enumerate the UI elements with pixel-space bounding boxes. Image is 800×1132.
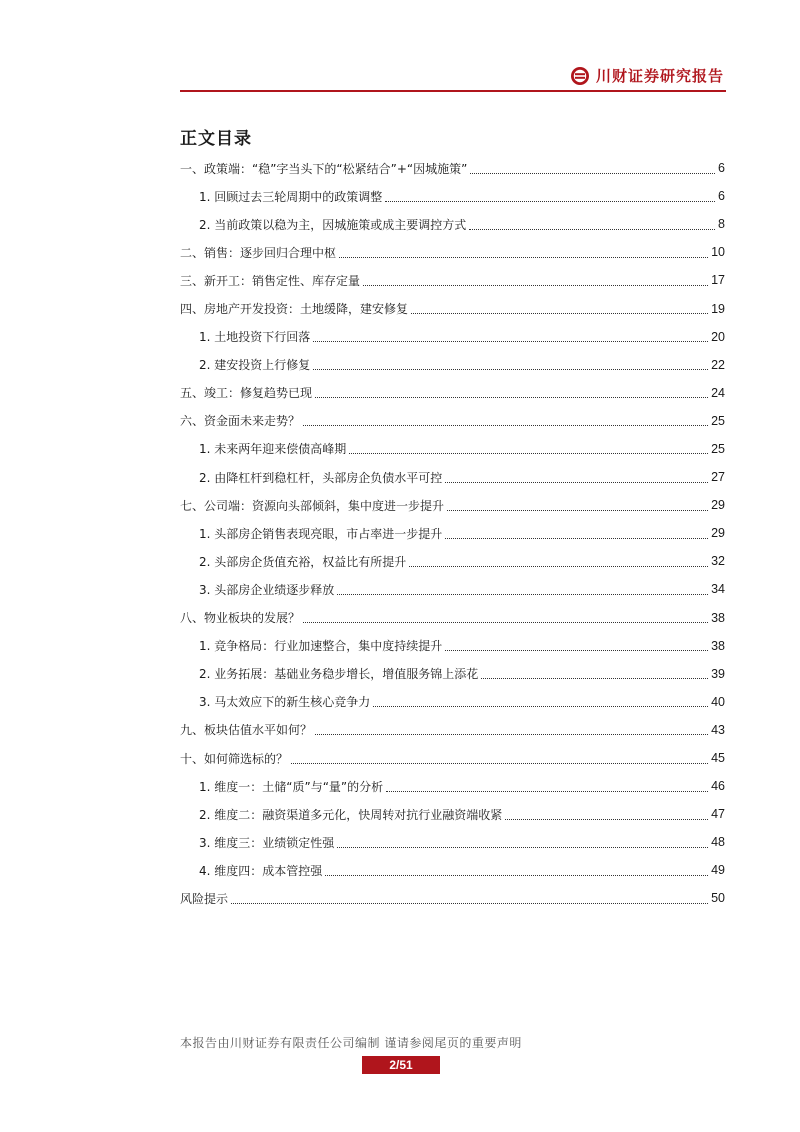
toc-entry[interactable] bbox=[180, 660, 725, 688]
toc-leader-dots bbox=[373, 694, 708, 707]
toc-entry-label: 一、政策端：“稳”字当头下的“松紧结合”+“因城施策” bbox=[180, 161, 468, 176]
toc-entry-page: 25 bbox=[711, 441, 725, 456]
footer-disclaimer: 本报告由川财证券有限责任公司编制 谨请参阅尾页的重要声明 bbox=[180, 1036, 522, 1050]
toc-entry[interactable] bbox=[180, 379, 725, 407]
toc-entry-page: 34 bbox=[711, 582, 725, 597]
toc-entry-label: 3. 头部房企业绩逐步释放 bbox=[199, 582, 335, 597]
toc-leader-dots bbox=[409, 554, 708, 567]
toc-entry-label: 1. 竞争格局：行业加速整合，集中度持续提升 bbox=[199, 639, 443, 654]
toc-leader-dots bbox=[411, 301, 708, 314]
toc-entry[interactable] bbox=[180, 856, 725, 884]
toc-entry[interactable] bbox=[180, 744, 725, 772]
toc-entry-label: 1. 未来两年迎来偿债高峰期 bbox=[199, 442, 347, 457]
toc-entry-label: 1. 回顾过去三轮周期中的政策调整 bbox=[199, 189, 383, 204]
toc-leader-dots bbox=[313, 329, 708, 342]
brand-name: 川财证券研究报告 bbox=[595, 67, 724, 85]
toc-entry-page: 40 bbox=[711, 694, 725, 709]
toc-entry[interactable] bbox=[180, 828, 725, 856]
toc-leader-dots bbox=[303, 413, 708, 426]
toc-leader-dots bbox=[447, 498, 708, 511]
toc-entry-page: 38 bbox=[711, 638, 725, 653]
toc-entry[interactable] bbox=[180, 491, 725, 519]
toc-leader-dots bbox=[445, 526, 708, 539]
toc-leader-dots bbox=[231, 891, 708, 904]
toc-entry-page: 17 bbox=[711, 273, 725, 288]
toc-entry[interactable] bbox=[180, 604, 725, 632]
toc-entry-page: 38 bbox=[711, 610, 725, 625]
toc-leader-dots bbox=[315, 722, 708, 735]
header-rule bbox=[180, 90, 726, 92]
toc-entry-label: 2. 当前政策以稳为主，因城施策或成主要调控方式 bbox=[199, 217, 467, 232]
toc-entry[interactable] bbox=[180, 519, 725, 547]
toc-leader-dots bbox=[469, 217, 715, 230]
toc-entry-page: 25 bbox=[711, 413, 725, 428]
toc-entry-page: 49 bbox=[711, 863, 725, 878]
toc-entry-label: 1. 维度一：土储“质”与“量”的分析 bbox=[199, 779, 384, 794]
toc-leader-dots bbox=[315, 385, 708, 398]
brand bbox=[570, 65, 724, 86]
toc-entry[interactable] bbox=[180, 238, 725, 266]
toc-entry[interactable] bbox=[180, 800, 725, 828]
toc-entry[interactable] bbox=[180, 210, 725, 238]
toc-entry[interactable] bbox=[180, 772, 725, 800]
toc-entry[interactable] bbox=[180, 182, 725, 210]
toc-leader-dots bbox=[470, 161, 715, 174]
toc-entry-page: 32 bbox=[711, 554, 725, 569]
toc-entry-label: 3. 维度三：业绩锁定性强 bbox=[199, 835, 335, 850]
toc-entry-label: 1. 土地投资下行回落 bbox=[199, 330, 311, 345]
toc-entry-label: 1. 头部房企销售表现亮眼，市占率进一步提升 bbox=[199, 526, 443, 541]
toc-entry-label: 八、物业板块的发展？ bbox=[180, 611, 301, 626]
toc-entry-label: 五、竣工：修复趋势已现 bbox=[180, 386, 313, 401]
toc-entry[interactable] bbox=[180, 575, 725, 603]
toc-entry-label: 九、板块估值水平如何？ bbox=[180, 723, 313, 738]
toc-entry[interactable] bbox=[180, 632, 725, 660]
toc-entry-page: 24 bbox=[711, 385, 725, 400]
toc-entry-page: 22 bbox=[711, 357, 725, 372]
toc-entry-label: 七、公司端：资源向头部倾斜，集中度进一步提升 bbox=[180, 498, 445, 513]
toc-entry[interactable] bbox=[180, 463, 725, 491]
page-number: 2/51 bbox=[362, 1056, 440, 1074]
toc-entry[interactable] bbox=[180, 884, 725, 912]
toc-leader-dots bbox=[505, 807, 708, 820]
toc-entry-label: 2. 业务拓展：基础业务稳步增长，增值服务锦上添花 bbox=[199, 667, 479, 682]
toc-entry-page: 47 bbox=[711, 807, 725, 822]
toc-entry-label: 4. 维度四：成本管控强 bbox=[199, 863, 323, 878]
chuancai-logo-icon bbox=[570, 66, 590, 86]
toc-entry-label: 2. 由降杠杆到稳杠杆，头部房企负债水平可控 bbox=[199, 470, 443, 485]
toc-entry-label: 三、新开工：销售定性、库存定量 bbox=[180, 273, 361, 288]
toc-entry-label: 2. 头部房企货值充裕，权益比有所提升 bbox=[199, 554, 407, 569]
toc-leader-dots bbox=[481, 666, 708, 679]
toc-leader-dots bbox=[303, 610, 708, 623]
toc-entry-page: 45 bbox=[711, 751, 725, 766]
toc-entry[interactable] bbox=[180, 323, 725, 351]
toc-entry-label: 六、资金面未来走势？ bbox=[180, 414, 301, 429]
toc-entry[interactable] bbox=[180, 351, 725, 379]
toc-leader-dots bbox=[339, 245, 708, 258]
toc-entry[interactable] bbox=[180, 716, 725, 744]
toc-entry[interactable] bbox=[180, 407, 725, 435]
toc-entry-page: 29 bbox=[711, 526, 725, 541]
toc-entry-page: 10 bbox=[711, 245, 725, 260]
toc-entry[interactable] bbox=[180, 154, 725, 182]
toc-leader-dots bbox=[349, 441, 708, 454]
toc-leader-dots bbox=[325, 863, 708, 876]
toc-title: 正文目录 bbox=[180, 129, 252, 149]
toc-leader-dots bbox=[445, 638, 708, 651]
toc-entry-page: 8 bbox=[718, 217, 725, 232]
toc-entry-label: 十、如何筛选标的？ bbox=[180, 751, 289, 766]
toc-entry-label: 风险提示 bbox=[180, 891, 229, 906]
toc-entry-label: 四、房地产开发投资：土地缓降，建安修复 bbox=[180, 302, 409, 317]
toc-entry-page: 29 bbox=[711, 498, 725, 513]
toc-leader-dots bbox=[291, 751, 708, 764]
toc-entry[interactable] bbox=[180, 294, 725, 322]
page-header bbox=[180, 60, 726, 92]
toc-entry-page: 50 bbox=[711, 891, 725, 906]
toc-entry[interactable] bbox=[180, 435, 725, 463]
toc-entry-page: 19 bbox=[711, 301, 725, 316]
toc-leader-dots bbox=[337, 835, 708, 848]
toc-entry-page: 27 bbox=[711, 470, 725, 485]
toc-leader-dots bbox=[445, 470, 708, 483]
toc-entry[interactable] bbox=[180, 266, 725, 294]
toc-entry-label: 3. 马太效应下的新生核心竞争力 bbox=[199, 695, 371, 710]
toc-entry-page: 46 bbox=[711, 779, 725, 794]
table-of-contents bbox=[180, 154, 725, 913]
toc-entry-page: 20 bbox=[711, 329, 725, 344]
toc-leader-dots bbox=[337, 582, 708, 595]
toc-leader-dots bbox=[363, 273, 708, 286]
toc-entry-page: 48 bbox=[711, 835, 725, 850]
toc-leader-dots bbox=[313, 357, 708, 370]
toc-entry-page: 6 bbox=[718, 189, 725, 204]
toc-entry-page: 43 bbox=[711, 722, 725, 737]
toc-entry[interactable] bbox=[180, 547, 725, 575]
toc-entry-label: 2. 建安投资上行修复 bbox=[199, 358, 311, 373]
toc-entry-page: 39 bbox=[711, 666, 725, 681]
toc-entry[interactable] bbox=[180, 688, 725, 716]
toc-entry-page: 6 bbox=[718, 161, 725, 176]
toc-entry-label: 二、销售：逐步回归合理中枢 bbox=[180, 245, 337, 260]
toc-leader-dots bbox=[385, 189, 715, 202]
toc-leader-dots bbox=[386, 779, 708, 792]
toc-entry-label: 2. 维度二：融资渠道多元化，快周转对抗行业融资端收紧 bbox=[199, 807, 503, 822]
